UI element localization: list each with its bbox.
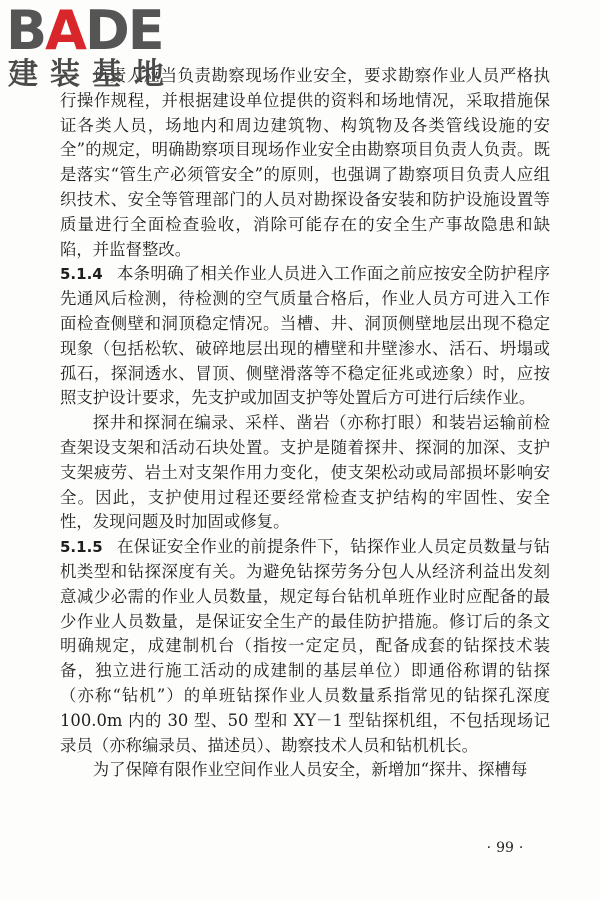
- logo-subtitle: 建装基地: [8, 57, 176, 92]
- section-number: 5.1.4: [60, 265, 103, 284]
- paragraph-text: 本条明确了相关作业人员进入工作面之前应按安全防护程序先通风后检测，待检测的空气质量合格后，作业人员方可进入工作面检查侧壁和洞顶稳定情况。当槽、井、洞顶侧壁地层出现不稳定现象（包括松软、破碎地层出现的槽壁和井壁渗水、活石、坍塌或孤石，探洞透水、冒顶、侧壁滑落等不稳定征兆或迹象）时，应按照支护设计要求，先支护或加固支护等处置后方可进行后续作业。: [60, 264, 550, 408]
- paragraph-confined-space: [60, 758, 550, 783]
- page-number-dot-left: ·: [486, 840, 492, 856]
- page-number-value: 99: [496, 840, 514, 856]
- paragraph-5-1-5: [60, 535, 550, 758]
- paragraph-text: 为了保障有限作业空间作业人员安全，新增加“探井、探槽每: [92, 760, 528, 780]
- section-number: 5.1.5: [60, 538, 103, 557]
- paragraph-text: 负责人应当负责勘察现场作业安全，要求勘察作业人员严格执行操作规程，并根据建设单位提供的资料和场地情况，采取措施保证各类人员，场地内和周边建筑物、构筑物及各类管线设施的安全”的规定，明确勘察项目现场作业安全由勘察项目负责人负责。既是落实“管生产必须管安全”的原则，也强调了勘察项目负责人应组织技术、安全等管理部门的人员对勘探设备安装和防护设施设置等质量进行全面检查验收，消除可能存在的安全生产事故隐患和缺陷，并监督整改。: [60, 66, 550, 259]
- paragraph-support-inspection: [60, 411, 550, 535]
- paragraph-text: 在保证安全作业的前提条件下，钻探作业人员定员数量与钻机类型和钻探深度有关。为避免钻探劳务分包人从经济利益出发刻意减少必需的作业人员数量，规定每台钻机单班作业时应配备的最少作业人员数量，是保证安全生产的最佳防护措施。修订后的条文明确规定，成建制机台（指按一定定员，配备成套的钻探技术装备，独立进行施工活动的成建制的基层单位）即通俗称谓的钻探（亦称“钻机”）的单班钻探作业人员数量系指常见的钻探孔深度 100.0m 内的 30 型、50 型和 XY－1 型钻探机组，不包括现场记录员（亦称编录员、描述员）、勘察技术人员和钻机机长。: [60, 537, 550, 755]
- logo-letter-b: B: [6, 0, 46, 62]
- paragraph-text: 探井和探洞在编录、采样、凿岩（亦称打眼）和装岩运输前检查架设支架和活动石块处置。支护是随着探井、探洞的加深、支护支架疲劳、岩土对支架作用力变化，使支架松动或局部损坏影响安全。因此，支护使用过程还要经常检查支护结构的牢固性、安全性，发现问题及时加固或修复。: [60, 413, 550, 532]
- logo-wordmark: [6, 0, 163, 62]
- logo-letter-a: A: [45, 0, 85, 62]
- logo-letters-de: DE: [84, 0, 163, 62]
- paragraph-5-1-4: [60, 262, 550, 411]
- page-number: [470, 840, 540, 856]
- page-number-dot-right: ·: [518, 840, 524, 856]
- paragraph-continued: [60, 64, 550, 262]
- body-text: [60, 64, 550, 783]
